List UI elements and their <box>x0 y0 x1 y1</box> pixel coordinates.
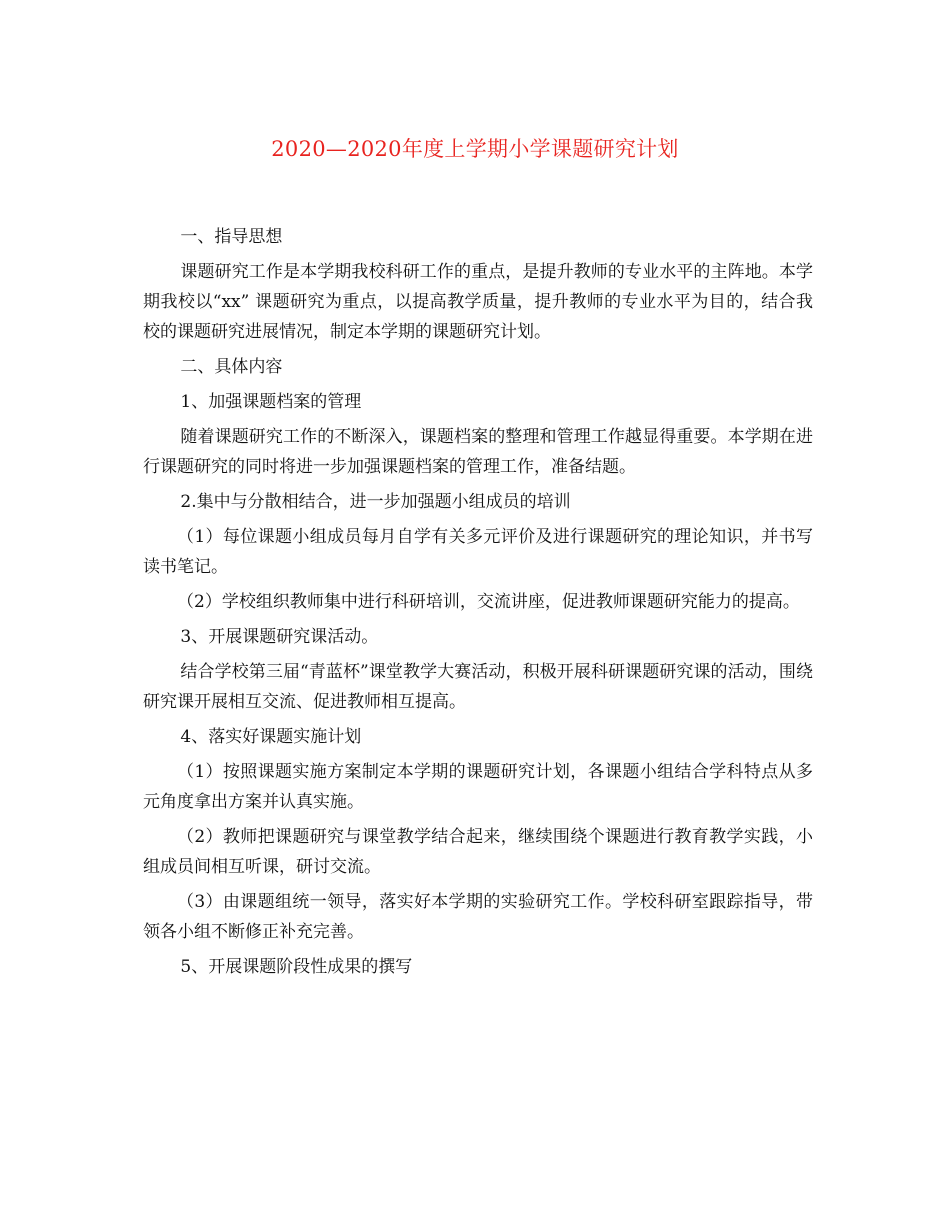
paragraph: 结合学校第三届“青蓝杯”课堂教学大赛活动，积极开展科研课题研究课的活动，围绕研究课开展相互交流、促进教师相互提高。 <box>143 662 813 712</box>
list-item: （1）每位课题小组成员每月自学有关多元评价及进行课题研究的理论知识，并书写读书笔记。 <box>143 527 813 577</box>
document-title: 2020—2020年度上学期小学课题研究计划 <box>271 137 679 161</box>
list-item: （1）按照课题实施方案制定本学期的课题研究计划，各课题小组结合学科特点从多元角度拿出方案并认真实施。 <box>143 762 813 812</box>
paragraph: 随着课题研究工作的不断深入，课题档案的整理和管理工作越显得重要。本学期在进行课题研究的同时将进一步加强课题档案的管理工作，准备结题。 <box>143 427 813 477</box>
section-heading-specific-content: 二、具体内容 <box>180 357 283 377</box>
list-item: （2）教师把课题研究与课堂教学结合起来，继续围绕个课题进行教育教学实践，小组成员间相互听课，研讨交流。 <box>143 827 813 877</box>
subheading-implementation-plan: 4、落实好课题实施计划 <box>180 727 362 747</box>
section-heading-guiding-ideology: 一、指导思想 <box>180 227 283 247</box>
subheading-research-class: 3、开展课题研究课活动。 <box>180 627 379 647</box>
subheading-phase-results: 5、开展课题阶段性成果的撰写 <box>180 957 413 977</box>
paragraph: 课题研究工作是本学期我校科研工作的重点，是提升教师的专业水平的主阵地。本学期我校以“xx” 课题研究为重点，以提高教学质量，提升教师的专业水平为目的，结合我校的课题研究进展情况，制定本学期的课题研究计划。 <box>143 262 813 342</box>
document-body <box>143 222 813 987</box>
list-item: （3）由课题组统一领导，落实好本学期的实验研究工作。学校科研室跟踪指导，带领各小组不断修正补充完善。 <box>143 892 813 942</box>
list-item: （2）学校组织教师集中进行科研培训，交流讲座，促进教师课题研究能力的提高。 <box>177 592 800 612</box>
subheading-archive-management: 1、加强课题档案的管理 <box>180 392 362 412</box>
subheading-training: 2.集中与分散相结合，进一步加强题小组成员的培训 <box>180 492 571 512</box>
